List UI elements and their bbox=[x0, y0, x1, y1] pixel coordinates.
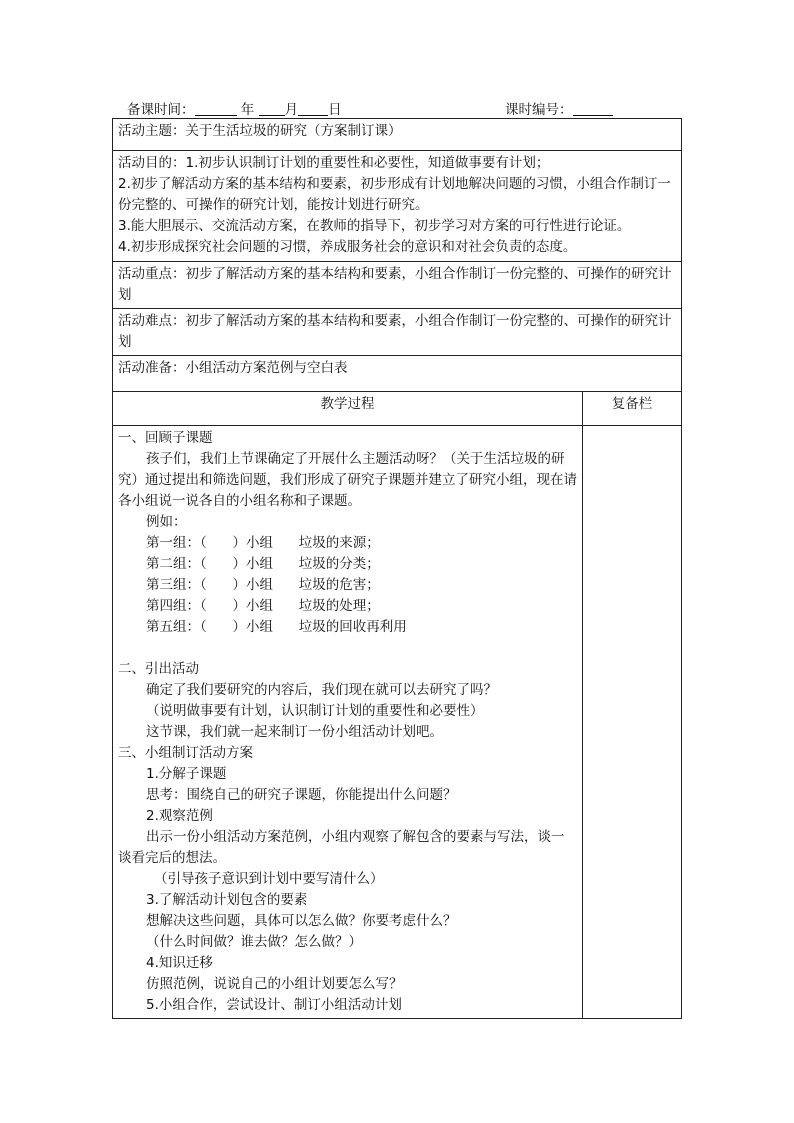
step-5-title: 5.小组合作，尝试设计、制订小组活动计划 bbox=[146, 997, 402, 1013]
year-blank bbox=[195, 101, 237, 116]
step-2-text: 出示一份小组活动方案范例，小组内观察了解包含的要素与写法，谈一谈看完后的想法。 bbox=[118, 829, 565, 866]
group-3-line: 第三组：（ ）小组 垃圾的危害； bbox=[146, 577, 380, 593]
step-2-title: 2.观察范例 bbox=[146, 808, 213, 824]
month-label: 月 bbox=[284, 102, 299, 118]
group-2-line: 第二组：（ ）小组 垃圾的分类； bbox=[146, 556, 380, 572]
theme-row bbox=[113, 119, 682, 151]
preparation-cell: 活动准备：小组活动方案范例与空白表 bbox=[113, 356, 682, 392]
lesson-number-blank bbox=[573, 101, 613, 116]
step-1-text: 思考：围绕自己的研究子课题，你能提出什么问题？ bbox=[146, 787, 457, 803]
difficulty-cell: 活动难点：初步了解活动方案的基本结构和要素，小组合作制订一份完整的、可操作的研究计划 bbox=[113, 309, 682, 356]
difficulty-row bbox=[113, 309, 682, 356]
section-2-title: 二、引出活动 bbox=[118, 661, 199, 677]
group-5-line: 第五组：（ ）小组 垃圾的回收再利用 bbox=[146, 619, 407, 635]
year-label: 年 bbox=[240, 102, 255, 118]
group-4-line: 第四组：（ ）小组 垃圾的处理； bbox=[146, 598, 380, 614]
key-point-cell: 活动重点：初步了解活动方案的基本结构和要素，小组合作制订一份完整的、可操作的研究计划 bbox=[113, 262, 682, 309]
step-2-note: （引导孩子意识到计划中要写清什么） bbox=[154, 871, 384, 887]
process-header: 教学过程 bbox=[113, 392, 583, 426]
goal-3: 3.能大胆展示、交流活动方案，在教师的指导下，初步学习对方案的可行性进行论证。 bbox=[118, 218, 631, 234]
lesson-header bbox=[127, 98, 687, 118]
step-3-note: （什么时间做？谁去做？怎么做？） bbox=[146, 934, 362, 950]
section-3-title: 三、小组制订活动方案 bbox=[118, 745, 253, 761]
review-cell bbox=[583, 426, 682, 1019]
day-blank bbox=[298, 101, 328, 116]
step-4-title: 4.知识迁移 bbox=[146, 955, 213, 971]
process-row bbox=[113, 426, 682, 1019]
group-1-line: 第一组：（ ）小组 垃圾的来源； bbox=[146, 535, 380, 551]
process-cell bbox=[113, 426, 583, 1019]
lesson-number bbox=[505, 98, 613, 118]
step-3-text: 想解决这些问题，具体可以怎么做？你要考虑什么？ bbox=[146, 913, 457, 929]
section-1-paragraph: 孩子们，我们上节课确定了开展什么主题活动呀？（关于生活垃圾的研究）通过提出和筛选问题，我们形成了研究子课题并建立了研究小组，现在请各小组说一说各自的小组名称和子课题。 bbox=[118, 451, 577, 509]
goals-row bbox=[113, 151, 682, 262]
lesson-plan-table bbox=[112, 118, 682, 1019]
section-2-line-1: 确定了我们要研究的内容后，我们现在就可以去研究了吗？ bbox=[146, 682, 497, 698]
prep-time bbox=[127, 98, 342, 118]
spacer bbox=[118, 638, 577, 659]
preparation-row bbox=[113, 356, 682, 392]
goal-1: 活动目的：1.初步认识制订计划的重要性和必要性，知道做事要有计划； bbox=[118, 155, 550, 171]
review-header: 复备栏 bbox=[583, 392, 682, 426]
day-label: 日 bbox=[328, 102, 342, 118]
goal-2: 2.初步了解活动方案的基本结构和要素，初步形成有计划地解决问题的习惯，小组合作制订一份完整的、可操作的研究计划，能按计划进行研究。 bbox=[118, 176, 671, 213]
key-point-row bbox=[113, 262, 682, 309]
section-1-title: 一、回顾子课题 bbox=[118, 430, 213, 446]
column-header-row bbox=[113, 392, 682, 426]
prep-time-label: 备课时间： bbox=[127, 102, 195, 118]
month-blank bbox=[259, 101, 285, 116]
example-label: 例如： bbox=[146, 514, 187, 530]
step-1-title: 1.分解子课题 bbox=[146, 766, 227, 782]
step-4-text: 仿照范例，说说自己的小组计划要怎么写？ bbox=[146, 976, 403, 992]
section-2-line-2: （说明做事要有计划，认识制订计划的重要性和必要性） bbox=[146, 703, 484, 719]
lesson-number-label: 课时编号： bbox=[505, 102, 573, 118]
goal-4: 4.初步形成探究社会问题的习惯，养成服务社会的意识和对社会负责的态度。 bbox=[118, 239, 577, 255]
theme-cell: 活动主题：关于生活垃圾的研究（方案制订课） bbox=[113, 119, 682, 151]
section-2-line-3: 这节课，我们就一起来制订一份小组活动计划吧。 bbox=[146, 724, 443, 740]
step-3-title: 3.了解活动计划包含的要素 bbox=[146, 892, 308, 908]
goals-cell bbox=[113, 151, 682, 262]
